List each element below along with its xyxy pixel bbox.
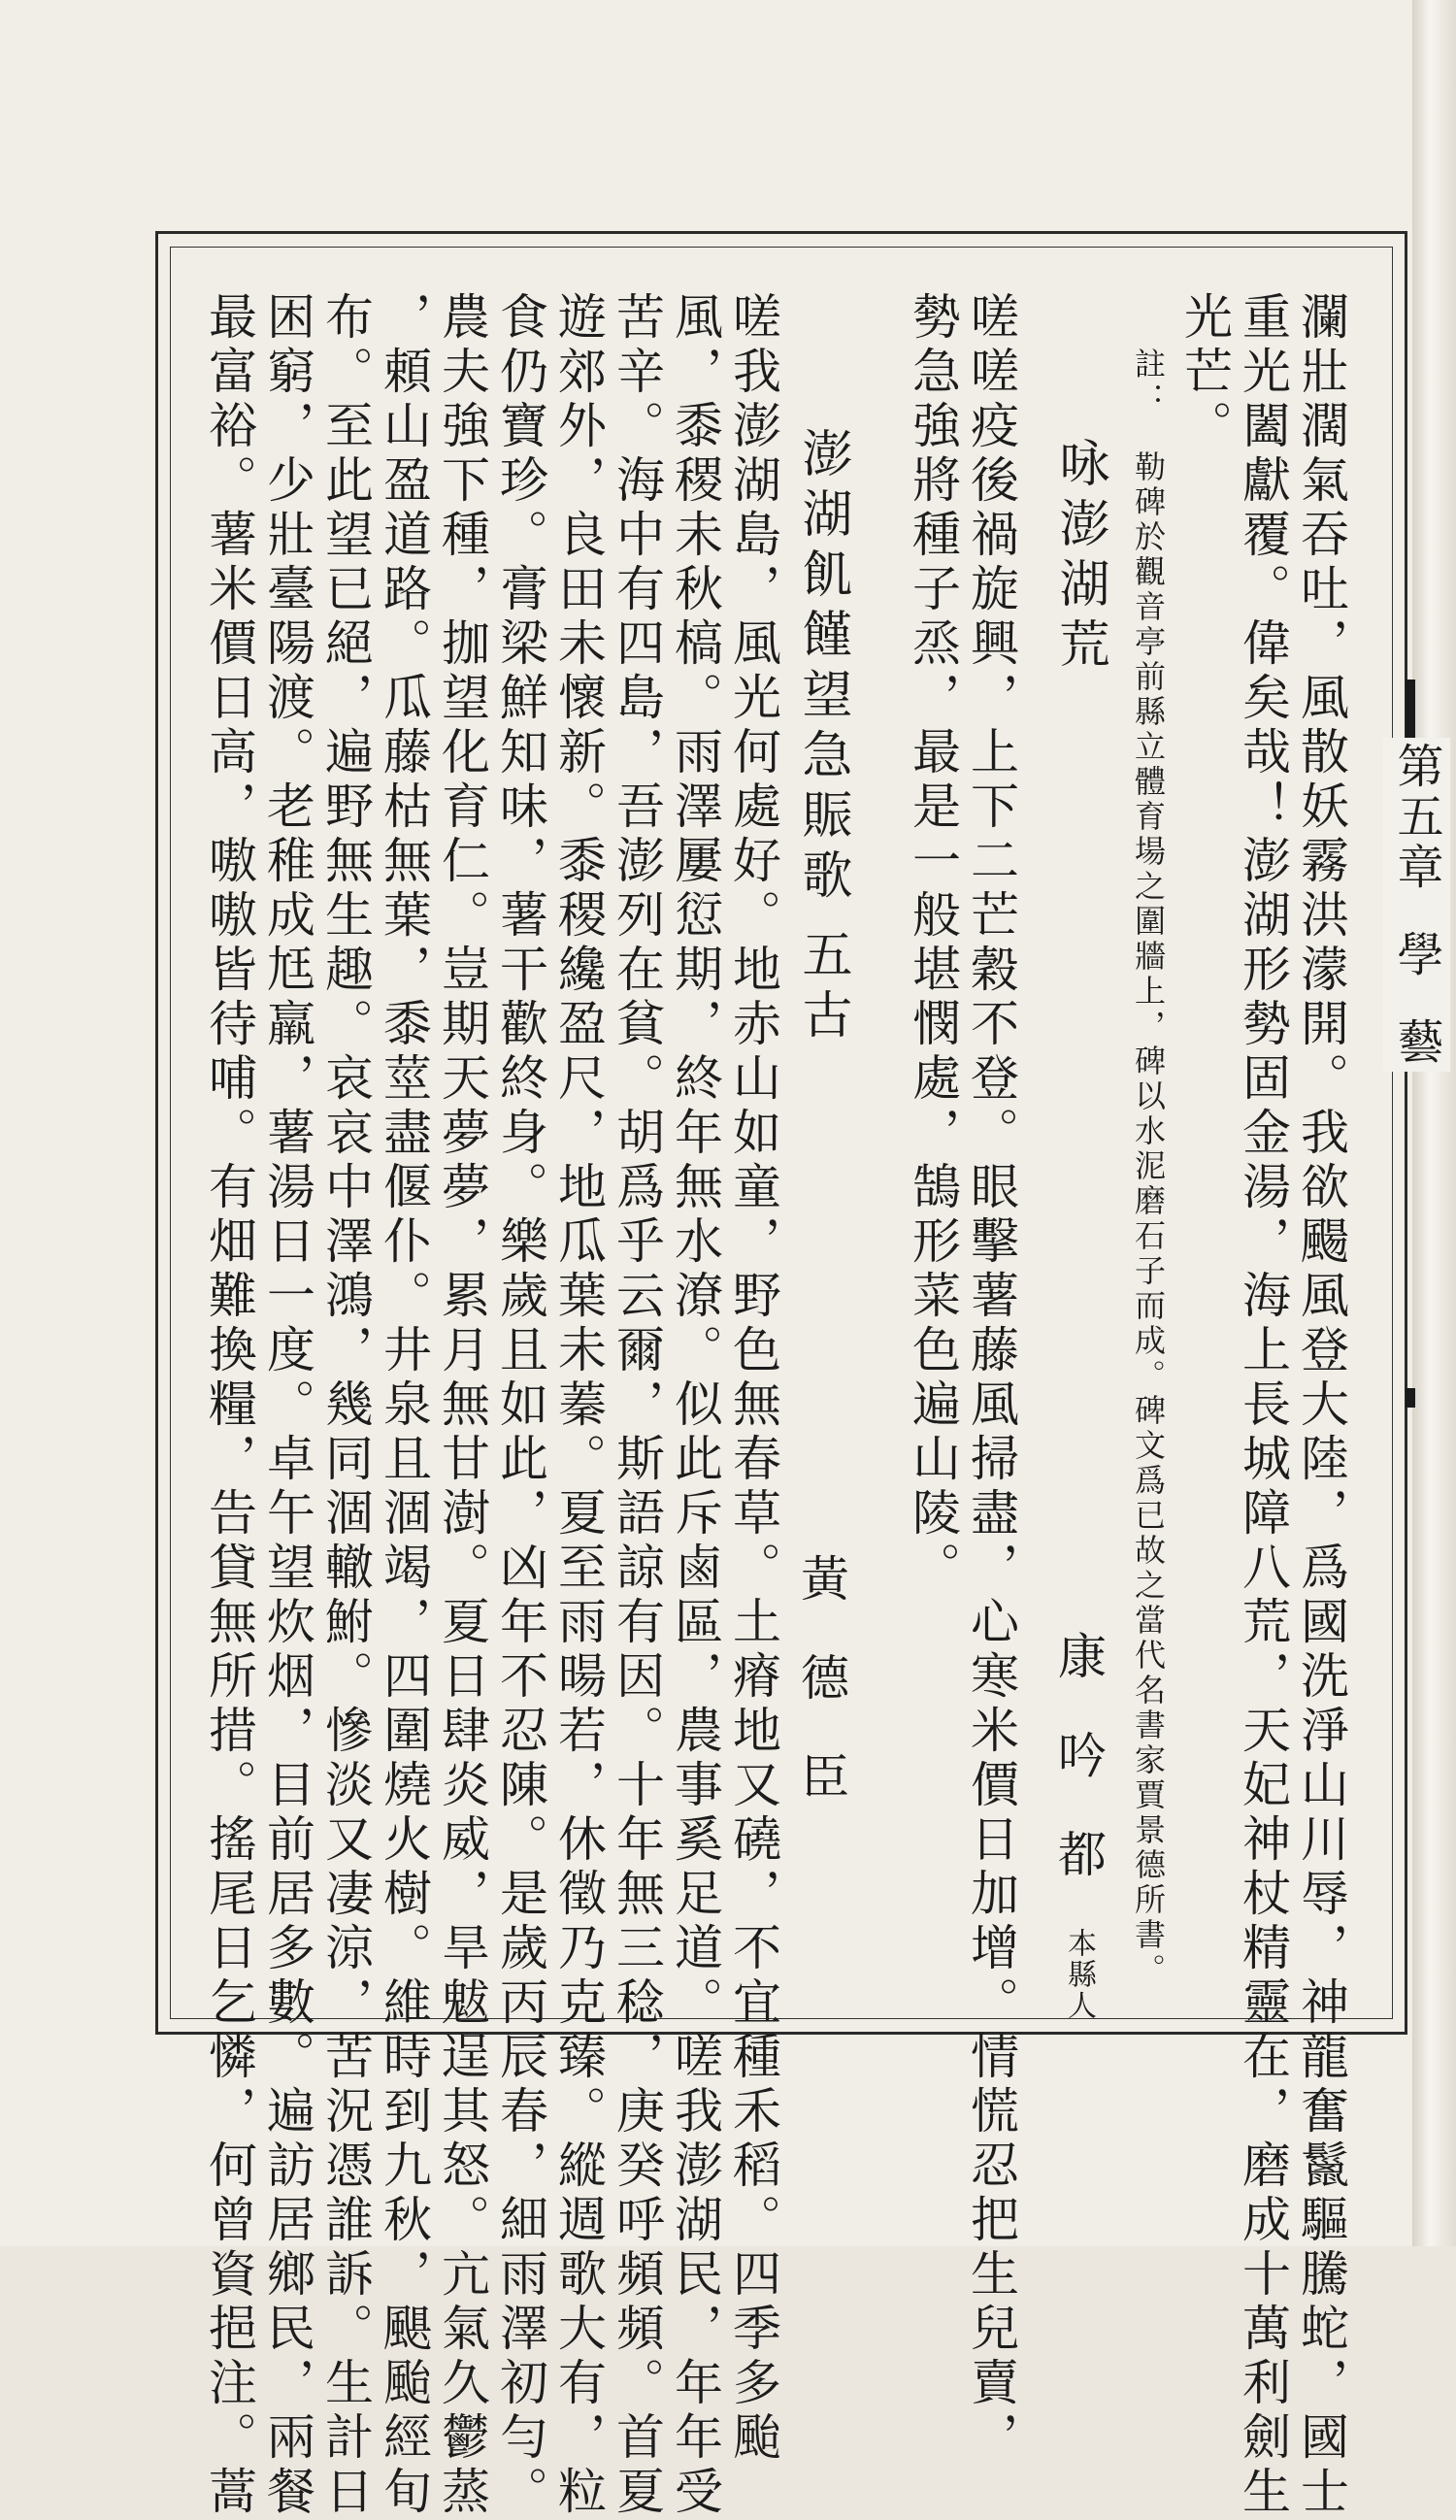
running-head-section: 學 xyxy=(1389,930,1443,980)
book-binding-edge xyxy=(1412,0,1456,2246)
poem-title: 咏澎湖荒 xyxy=(1050,437,1109,678)
annotation-label: 註： xyxy=(1130,348,1167,417)
poem-line: 布。至此望已絕，遍野無生趣。哀哀中澤鴻，幾同涸轍鮒。慘淡又凄涼，苦況憑誰訴。生計日 xyxy=(317,291,374,2520)
poem-author: 黃德臣 xyxy=(793,1553,849,1850)
poem-line: 最富裕。薯米價日高，嗷嗷皆待哺。有畑難換糧，告貸無所措。搖尾日乞憐，何曾資挹注。蒿 xyxy=(201,291,257,2520)
poem-line: 困窮，少壯臺陽渡。老稚成尪羸，薯湯日一度。卓午望炊烟，目前居多數。遍訪居鄉民，兩餐 xyxy=(259,291,315,2520)
poem-line: 嗟嗟疫後禍旋興，上下二芒穀不登。眼擊薯藤風掃盡，心寒米價日加增。情慌忍把生兒賣， xyxy=(963,291,1019,2466)
poem-title-text: 澎湖飢饉望急賑歌 xyxy=(793,427,851,909)
annotation xyxy=(1126,348,1171,1988)
running-head-chapter: 第五章 xyxy=(1389,742,1443,893)
margin-tab-mark xyxy=(1406,680,1415,738)
poem-line: 苦辛。海中有四島，吾澎列在貧。胡爲乎云爾，斯語諒有因。十年無三稔，庚癸呼頻頻。首夏 xyxy=(609,291,665,2520)
poem-author xyxy=(1043,1631,1113,2021)
poem-title xyxy=(786,427,859,1048)
poem-line: 農夫強下種，拁望化育仁。豈期天夢夢，累月無甘澍。夏日肆炎威，旱魃逞其怒。亢氣久鬱蒸 xyxy=(434,291,490,2520)
text-column: 光芒。 xyxy=(1176,291,1233,454)
poem-form: 五古 xyxy=(793,928,851,1048)
running-head-sub: 藝 xyxy=(1389,1017,1443,1068)
text-column: 重光闔獻覆。偉矣哉！澎湖形勢固金湯，海上長城障八荒，天妃神杖精靈在，磨成十萬利劍生 xyxy=(1235,291,1291,2520)
poem-line: 遊郊外，良田未懷新。黍稷纔盈尺，地瓜葉未蓁。夏至雨暘若，休徵乃克臻。縱週歌大有，粒 xyxy=(550,291,607,2520)
running-head xyxy=(1383,738,1450,1072)
poem-line: ，頼山盈道路。瓜藤枯無葉，黍莖盡偃仆。井泉且涸竭，四圍燒火樹。維時到九秋，颶颱經旬 xyxy=(376,291,432,2520)
poem-line: 食仍寶珍。膏梁鮮知味，薯干歡終身。樂歲且如此，凶年不忍陳。是歲丙辰春，細雨澤初勻。 xyxy=(492,291,548,2520)
margin-tab-mark xyxy=(1406,1388,1415,1408)
poem-line: 風，黍稷未秋槁。雨澤屢愆期，終年無水潦。似此斥鹵區，農事奚足道。嗟我澎湖民，年年受 xyxy=(667,291,723,2520)
poem-line: 勢急強將種子烝，最是一般堪憫處，鵠形菜色遍山陵。 xyxy=(905,291,961,1596)
annotation-text: 勒碑於觀音亭前縣立體育場之圍牆上，碑以水泥磨石子而成。碑文爲已故之當代名書家賈景德所書。 xyxy=(1130,450,1167,1988)
poem-line: 嗟我澎湖島，風光何處好。地赤山如童，野色無春草。土瘠地又磽，不宜種禾稻。四季多颱 xyxy=(725,291,781,2466)
poem-author-name: 康吟都 xyxy=(1050,1631,1107,1928)
poem-author-note: 本縣人 xyxy=(1062,1928,1096,2021)
text-column: 瀾壯濶氣吞吐，風散妖霧洪濛開。我欲颺風登大陸，爲國洗淨山川辱，神龍奮鬣驅騰蛇，國士 xyxy=(1293,291,1349,2520)
